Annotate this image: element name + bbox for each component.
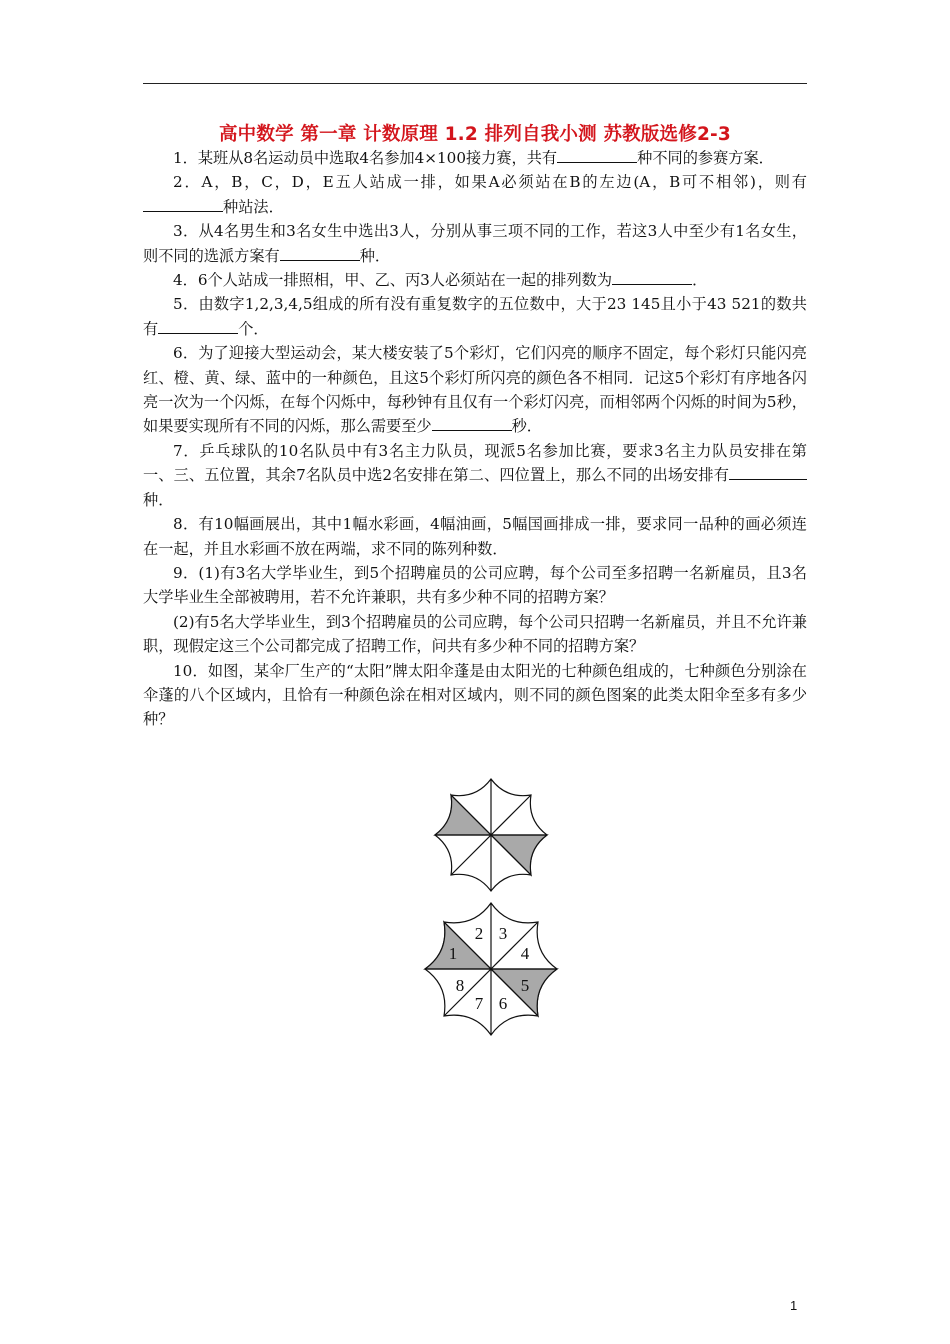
answer-blank	[280, 245, 360, 261]
region-label: 4	[520, 944, 530, 963]
answer-blank	[612, 269, 692, 285]
page-number: 1	[790, 1298, 798, 1313]
question-4: 4．6个人站成一排照相，甲、乙、丙3人必须站在一起的排列数为 ．	[173, 271, 708, 290]
region-label: 1	[448, 944, 458, 963]
page-title: 高中数学 第一章 计数原理 1.2 排列自我小测 苏教版选修2-3	[218, 124, 731, 145]
question-8: 8．有10幅画展出，其中1幅水彩画，4幅油画，5幅国画排成一排，要求同一品种的画必须连在一起，并且水彩画不放在两端，求不同的陈列种数．	[143, 515, 807, 558]
question-5: 5．由数字1,2,3,4,5组成的所有没有重复数字的五位数中，大于23 145且小于43 521的数共有 个．	[143, 295, 807, 338]
question-list	[143, 146, 807, 732]
answer-blank	[143, 196, 215, 212]
region-label: 7	[474, 994, 484, 1013]
answer-blank	[215, 196, 223, 212]
question-7: 7．乒乓球队的10名队员中有3名主力队员，现派5名参加比赛，要求3名主力队员安排在第一、三、五位置，其余7名队员中选2名安排在第二、四位置上，那么不同的出场安排有种．	[143, 441, 807, 509]
answer-blank	[158, 318, 238, 334]
region-label: 5	[520, 976, 530, 995]
region-label: 6	[498, 994, 508, 1013]
umbrella-figure-2	[421, 900, 561, 1038]
region-label: 3	[498, 924, 508, 943]
answer-blank	[432, 415, 512, 431]
question-9-part-1: 9．(1)有3名大学毕业生，到5个招聘雇员的公司应聘，每个公司至多招聘一名新雇员，且3名大学毕业生全部被聘用，若不允许兼职，共有多少种不同的招聘方案？	[143, 563, 807, 607]
question-1: 1．某班从8名运动员中选取4名参加4×100接力赛，共有 种不同的参赛方案．	[173, 149, 774, 167]
answer-blank	[557, 147, 637, 163]
question-10: 10．如图，某伞厂生产的“太阳”牌太阳伞蓬是由太阳光的七种颜色组成的，七种颜色分别涂在伞蓬的八个区域内，且恰有一种颜色涂在相对区域内，则不同的颜色图案的此类太阳伞至多有多少种？	[143, 661, 807, 729]
umbrella-figure-1	[428, 774, 554, 896]
header-rule	[143, 83, 807, 84]
region-label: 8	[455, 976, 465, 995]
question-6: 6．为了迎接大型运动会，某大楼安装了5个彩灯，它们闪亮的顺序不固定，每个彩灯只能闪亮红、橙、黄、绿、蓝中的一种颜色，且这5个彩灯所闪亮的颜色各不相同．记这5个彩灯有序地各闪亮一次为一个闪烁，在每个闪烁中，每秒钟有且仅有一个彩灯闪亮，而相邻两个闪烁的时间为5秒，如果要实现所有不同的闪烁，那么需要至少 秒．	[143, 344, 807, 436]
question-2: 2．A，B，C，D，E五人站成一排，如果A必须站在B的左边(A，B可不相邻)，则有种站法．	[143, 170, 807, 219]
answer-blank	[729, 464, 753, 480]
question-9-part-2: (2)有5名大学毕业生，到3个招聘雇员的公司应聘，每个公司只招聘一名新雇员，并且不允许兼职，现假定这三个公司都完成了招聘工作，问共有多少种不同的招聘方案？	[143, 612, 807, 656]
question-3: 3．从4名男生和3名女生中选出3人，分别从事三项不同的工作，若这3人中至少有1名女生，则不同的选派方案有 种．	[143, 222, 807, 265]
answer-blank	[753, 464, 807, 480]
region-label: 2	[474, 924, 484, 943]
